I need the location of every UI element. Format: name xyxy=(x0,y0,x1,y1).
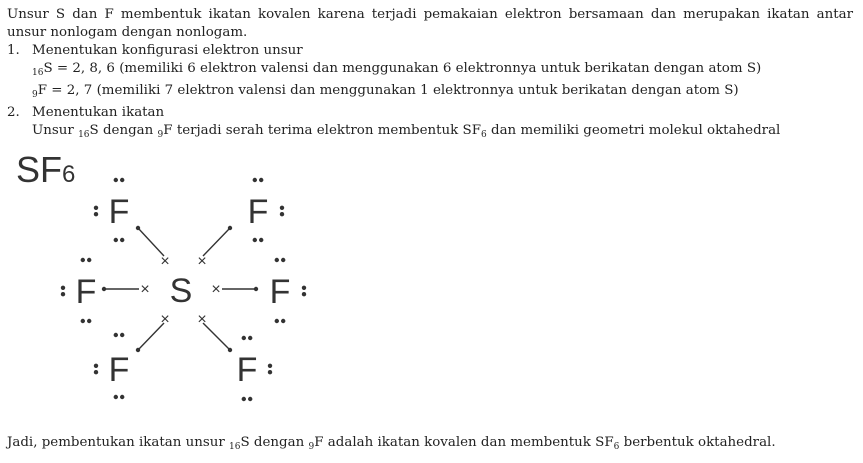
bond-line xyxy=(203,323,230,350)
config-sulfur-text: S = 2, 8, 6 (memiliki 6 elektron valensi dan menggunakan 6 elektronnya untuk berikatan dengan atom S) xyxy=(43,61,762,76)
config-fluorine-text: F = 2, 7 (memiliki 7 elektron valensi dan menggunakan 1 elektronnya untuk berikatan dengan atom S) xyxy=(37,83,739,98)
lone-pair-dot xyxy=(94,370,98,374)
bond-sulfur-sub: 16 xyxy=(78,130,90,140)
lone-pair-dot xyxy=(120,238,124,242)
lone-pair-dot xyxy=(275,319,279,323)
lone-pair-dot xyxy=(94,364,98,368)
conclusion-paragraph xyxy=(7,435,776,452)
step-2-title: Menentukan ikatan xyxy=(32,105,165,120)
lone-pair-dot xyxy=(281,319,285,323)
lone-pair-dot xyxy=(268,370,272,374)
lone-pair-dot xyxy=(280,206,284,210)
lone-pair-dot xyxy=(61,286,65,290)
sulfur-atomic-number: 16 xyxy=(32,68,44,78)
conclusion-text-4: berbentuk oktahedral. xyxy=(619,435,776,450)
conclusion-text-1: Jadi, pembentukan ikatan unsur xyxy=(7,435,230,450)
fluorine-atom-label: F xyxy=(236,351,258,389)
conclusion-fluorine-sub: 9 xyxy=(308,442,315,452)
fluorine-atom-label: F xyxy=(75,273,97,311)
sulfur-electron-marker: × xyxy=(160,253,170,270)
config-fluorine xyxy=(7,82,853,104)
lone-pair-dot xyxy=(120,178,124,182)
conclusion-text-3: F adalah ikatan kovalen dan membentuk SF xyxy=(314,435,614,450)
step-1 xyxy=(7,42,853,60)
lone-pair-dot xyxy=(81,319,85,323)
step-2-number: 2. xyxy=(7,105,20,120)
diagram-title-sub: 6 xyxy=(62,161,76,188)
intro-paragraph: Unsur S dan F membentuk ikatan kovalen karena terjadi pemakaian elektron bersamaan dan merupakan ikatan antar unsur nonlogam dengan nonlogam. xyxy=(7,7,853,40)
lone-pair-dot xyxy=(114,238,118,242)
fluorine-atom-label: F xyxy=(108,351,130,389)
sulfur-electron-marker: × xyxy=(140,281,150,298)
lone-pair-dot xyxy=(302,292,306,296)
lone-pair-dot xyxy=(302,286,306,290)
lone-pair-dot xyxy=(242,397,246,401)
bond-text-3: F terjadi serah terima elektron membentuk SF xyxy=(163,123,482,138)
lone-pair-dot xyxy=(259,238,263,242)
sulfur-electron-marker: × xyxy=(197,311,207,328)
lone-pair-dot xyxy=(248,336,252,340)
bond-description xyxy=(7,122,853,144)
bond-line xyxy=(203,228,230,256)
conclusion-sf6-sub: 6 xyxy=(613,442,620,452)
lone-pair-dot xyxy=(275,258,279,262)
sulfur-atom-label: S xyxy=(169,272,193,310)
conclusion-text-2: S dengan xyxy=(240,435,309,450)
lone-pair-dot xyxy=(253,238,257,242)
sulfur-electron-marker: × xyxy=(160,311,170,328)
diagram-title xyxy=(16,149,75,190)
step-1-title: Menentukan konfigurasi elektron unsur xyxy=(32,43,303,58)
lone-pair-dot xyxy=(94,206,98,210)
fluorine-atom-label: F xyxy=(269,273,291,311)
bond-line xyxy=(138,228,164,256)
bond-text-4: dan memiliki geometri molekul oktahedral xyxy=(486,123,781,138)
bond-sf6-sub: 6 xyxy=(481,130,487,140)
config-sulfur xyxy=(7,60,853,82)
lone-pair-dot xyxy=(268,364,272,368)
bond-fluorine-sub: 9 xyxy=(157,130,164,140)
step-1-number: 1. xyxy=(7,43,20,58)
step-2 xyxy=(7,104,853,122)
lone-pair-dot xyxy=(248,397,252,401)
lewis-structure-sf6 xyxy=(10,148,330,413)
lone-pair-dot xyxy=(120,395,124,399)
conclusion-sulfur-sub: 16 xyxy=(229,442,241,452)
lone-pair-dot xyxy=(120,333,124,337)
lone-pair-dot xyxy=(114,395,118,399)
lone-pair-dot xyxy=(94,212,98,216)
sulfur-electron-marker: × xyxy=(211,281,221,298)
bond-text-2: S dengan xyxy=(89,123,158,138)
lone-pair-dot xyxy=(61,292,65,296)
lone-pair-dot xyxy=(259,178,263,182)
lone-pair-dot xyxy=(114,178,118,182)
lone-pair-dot xyxy=(253,178,257,182)
document-body xyxy=(7,6,853,144)
diagram-title-main: SF xyxy=(16,149,63,190)
bond-text-1: Unsur xyxy=(32,123,79,138)
lone-pair-dot xyxy=(114,333,118,337)
sulfur-electron-marker: × xyxy=(197,253,207,270)
lone-pair-dot xyxy=(87,319,91,323)
fluorine-atom-label: F xyxy=(108,193,130,231)
fluorine-atom-label: F xyxy=(247,193,269,231)
lone-pair-dot xyxy=(87,258,91,262)
fluorine-atomic-number: 9 xyxy=(32,90,38,100)
lone-pair-dot xyxy=(242,336,246,340)
lone-pair-dot xyxy=(81,258,85,262)
lone-pair-dot xyxy=(280,212,284,216)
lone-pair-dot xyxy=(281,258,285,262)
lewis-structure-svg xyxy=(10,148,330,413)
